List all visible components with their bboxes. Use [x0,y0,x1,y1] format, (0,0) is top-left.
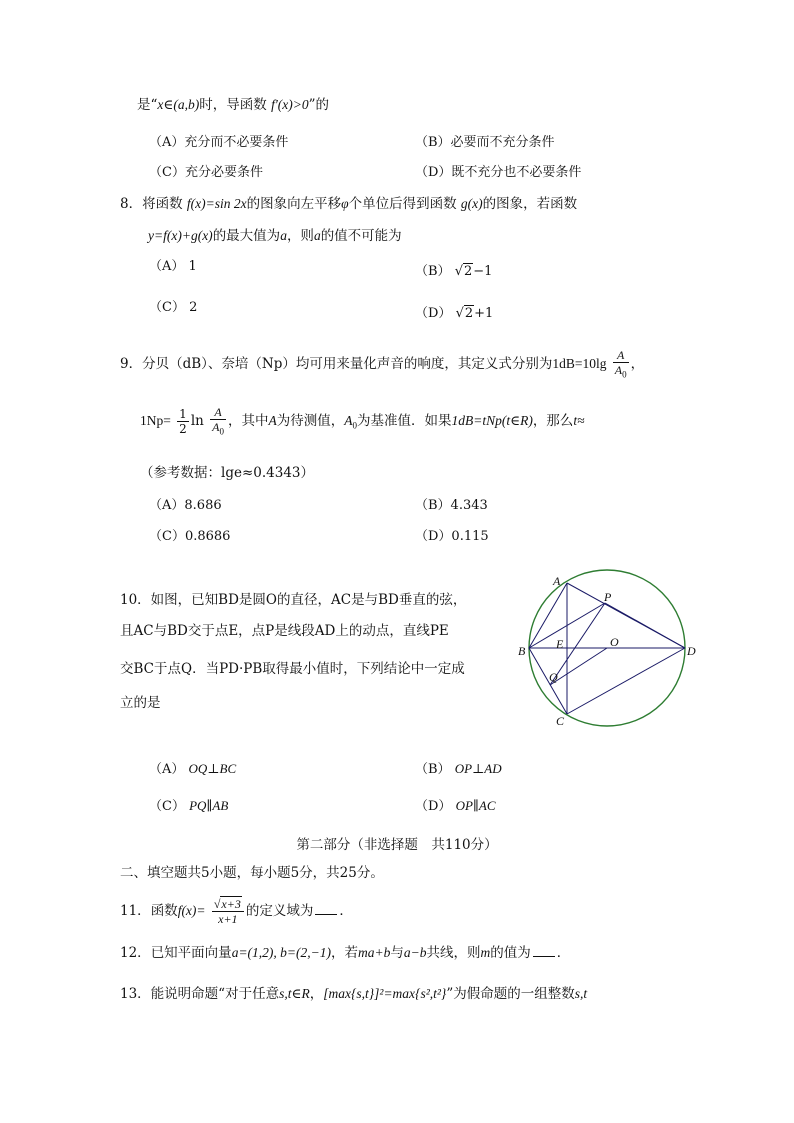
q12-stem: 12．已知平面向量a=(1,2), b=(2,−1)，若ma+b与a−b共线，则m的值为 ． [120,945,571,961]
q10-stem-line3: 交BC于点Q．当PD·PB取得最小值时，下列结论中一定成 [120,661,465,677]
q8-option-b: （B） √2−1 [415,264,493,279]
q12-answer-blank[interactable] [533,944,555,957]
q7-option-b: （B）必要而不充分条件 [415,135,555,150]
label-p: P [604,590,612,604]
q11-stem: 11．函数f(x)= $\frac{√x+3}{x+1}$ 的定义域为 ． [120,897,353,926]
q11-answer-blank[interactable] [315,902,337,915]
label-c: C [556,714,565,728]
q9-stem-line2: 1Np= $\frac{1}{2}$ ln $\frac{A}{A_0}$ ，其中A为待测值，$A_0$为基准值．如果1dB=tNp(t∈R)，那么t≈ [140,405,585,437]
section2-heading: 二、填空题共5小题，每小题5分，共25分。 [120,865,384,881]
q10-stem-line1: 10．如图，已知BD是圆O的直径，AC是与BD垂直的弦， [120,592,467,608]
segment-cd [567,648,685,714]
q13-stem: 13．能说明命题“对于任意s,t∈R，[max{s,t}]²=max{s²,t²}”为假命题的一组整数s,t [120,986,588,1002]
q7-option-a: （A）充分而不必要条件 [149,135,289,150]
label-e: E [556,637,564,651]
q8-option-d: （D） √2+1 [415,306,494,321]
label-a: A [553,574,561,588]
label-b: B [518,644,526,658]
q8-option-c: （C） 2 [149,300,198,315]
q10-option-d: （D） OP∥AC [415,798,496,814]
part2-title: 第二部分（非选择题 共110分） [296,837,498,853]
q10-option-c: （C） PQ∥AB [149,798,229,814]
q9-stem-line1: 9．分贝（dB）、奈培（Np）均可用来量化声音的响度，其定义式分别为1dB=10lg $\frac{A}{A_0}$ ， [120,348,645,380]
segment-qo [550,648,607,685]
q9-option-d: （D）0.115 [415,529,489,544]
q8-stem-line2: y=f(x)+g(x)的最大值为a，则a的值不可能为 [148,228,402,244]
q7-tail: 是“x∈(a,b)时，导函数 f′(x)>0”的 [137,97,330,113]
q10-option-a: （A） OQ⊥BC [149,761,237,777]
q10-stem-line4: 立的是 [120,695,161,711]
q7-option-c: （C）充分必要条件 [149,165,263,180]
q8-option-a: （A） 1 [149,259,197,274]
q10-option-b: （B） OP⊥AD [415,761,502,777]
segment-bc [529,648,567,714]
q10-stem-line2: 且AC与BD交于点E，点P是线段AD上的动点，直线PE [120,623,449,639]
label-o: O [610,635,619,649]
q9-option-c: （C）0.8686 [149,529,231,544]
label-q: Q [549,670,558,684]
q7-option-d: （D）既不充分也不必要条件 [415,165,582,180]
q10-circle-figure [512,568,696,728]
q9-option-b: （B）4.343 [415,498,488,513]
q9-reference-data: （参考数据：lge≈0.4343） [140,465,314,481]
label-d: D [687,644,696,658]
q8-stem-line1: 8．将函数 f(x)=sin 2x的图象向左平移φ个单位后得到函数 g(x)的图象，若函数 [120,196,578,212]
q9-option-a: （A）8.686 [149,498,222,513]
